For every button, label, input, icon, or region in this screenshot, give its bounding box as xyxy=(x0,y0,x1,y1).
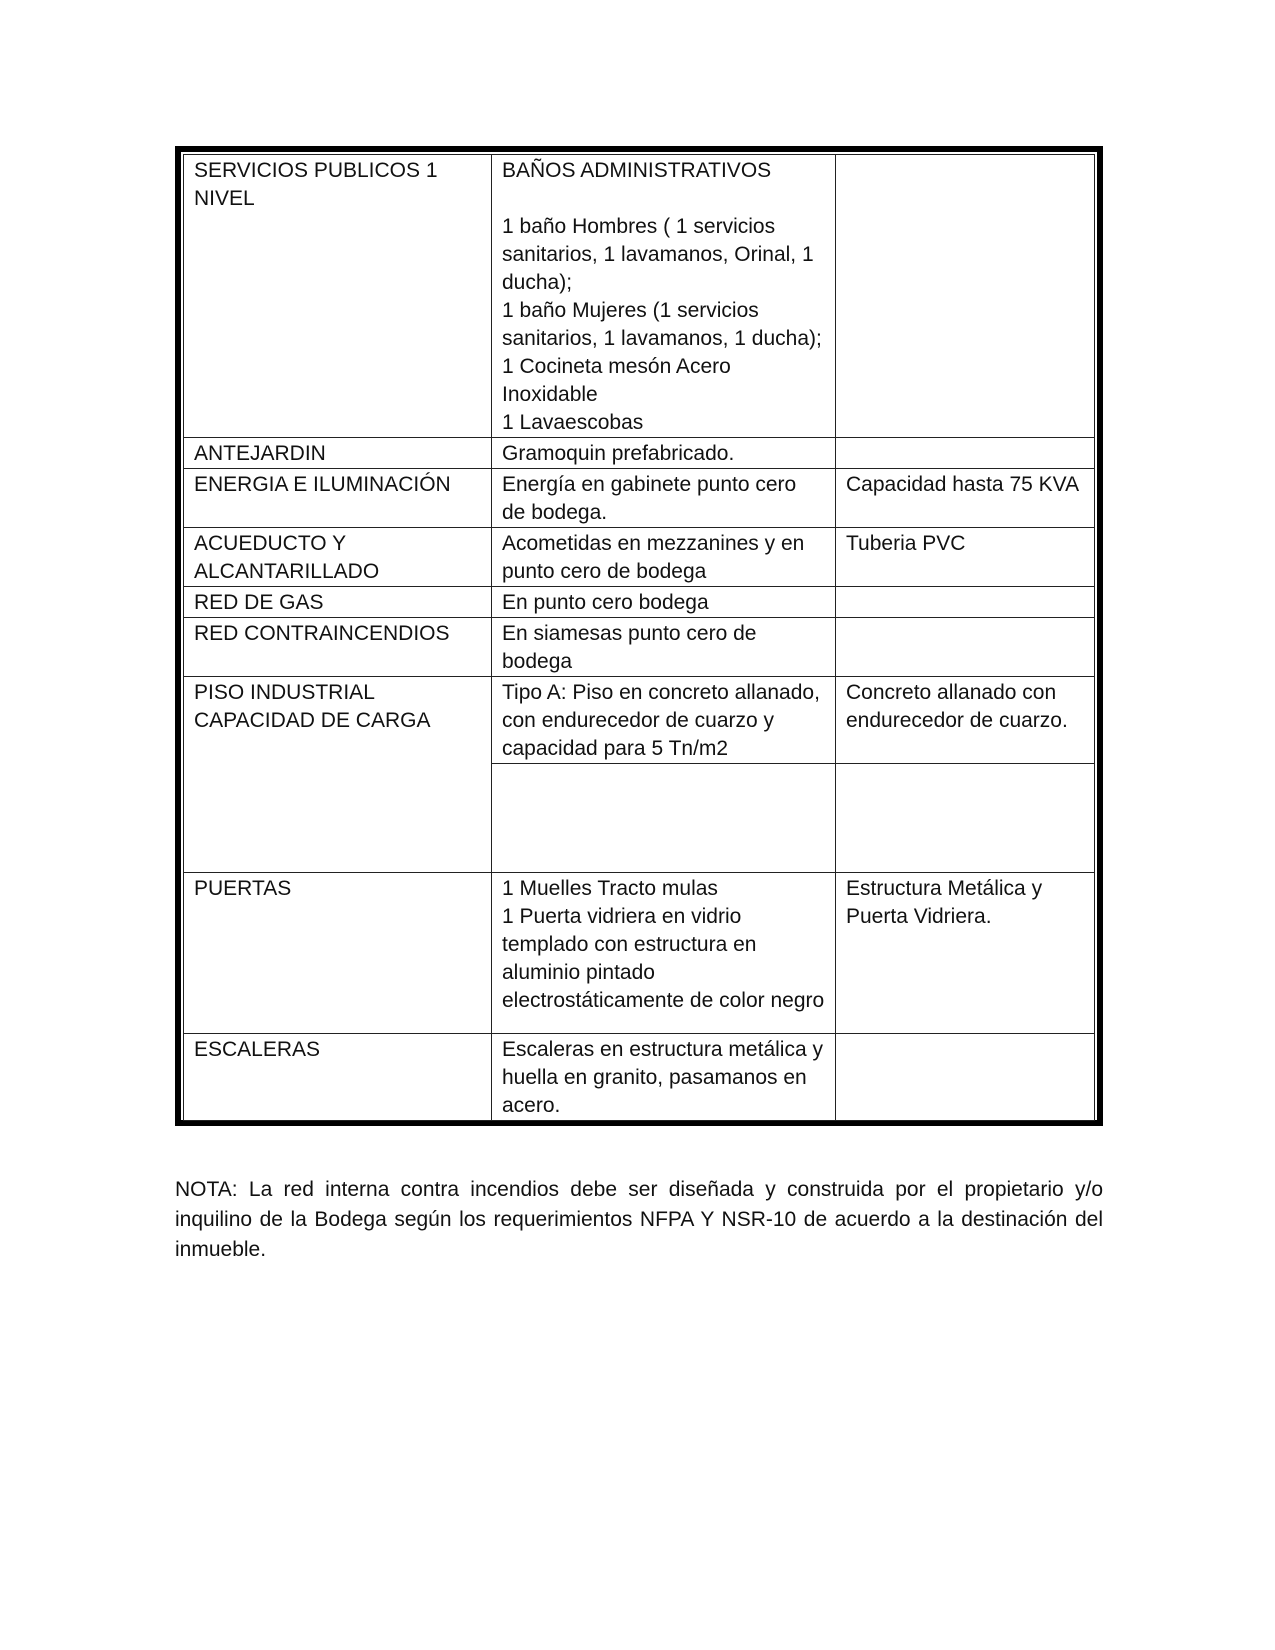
cell-detail: Concreto allanado con endurecedor de cuarzo. xyxy=(836,677,1095,764)
cell-detail xyxy=(836,618,1095,677)
cell-detail-blank xyxy=(836,764,1095,873)
cell-item: RED CONTRAINCENDIOS xyxy=(184,618,492,677)
specifications-table xyxy=(183,154,1095,1121)
cell-item: PISO INDUSTRIAL CAPACIDAD DE CARGA xyxy=(184,677,492,873)
cell-detail: Tuberia PVC xyxy=(836,528,1095,587)
cell-description: Escaleras en estructura metálica y huella en granito, pasamanos en acero. xyxy=(492,1034,836,1121)
cell-description: Gramoquin prefabricado. xyxy=(492,438,836,469)
specifications-table-frame xyxy=(175,146,1103,1126)
cell-detail: Capacidad hasta 75 KVA xyxy=(836,469,1095,528)
cell-detail xyxy=(836,1034,1095,1121)
cell-description-blank xyxy=(492,764,836,873)
table-row-red-de-gas xyxy=(184,587,1095,618)
cell-description: En siamesas punto cero de bodega xyxy=(492,618,836,677)
cell-item: ACUEDUCTO Y ALCANTARILLADO xyxy=(184,528,492,587)
cell-detail xyxy=(836,438,1095,469)
note-paragraph: NOTA: La red interna contra incendios debe ser diseñada y construida por el propietario y/o inquilino de la Bodega según los requerimientos NFPA Y NSR-10 de acuerdo a la destinación del inmueble. xyxy=(175,1178,1103,1261)
cell-description: Energía en gabinete punto cero de bodega. xyxy=(492,469,836,528)
cell-description: 1 Muelles Tracto mulas 1 Puerta vidriera en vidrio templado con estructura en aluminio pintado electrostáticamente de color negro xyxy=(492,873,836,1034)
cell-item: SERVICIOS PUBLICOS 1 NIVEL xyxy=(184,155,492,438)
cell-item: PUERTAS xyxy=(184,873,492,1034)
table-row-red-contraincendios xyxy=(184,618,1095,677)
table-row-escaleras xyxy=(184,1034,1095,1121)
cell-item: ENERGIA E ILUMINACIÓN xyxy=(184,469,492,528)
cell-description: Acometidas en mezzanines y en punto cero de bodega xyxy=(492,528,836,587)
cell-detail: Estructura Metálica y Puerta Vidriera. xyxy=(836,873,1095,1034)
cell-description: BAÑOS ADMINISTRATIVOS 1 baño Hombres ( 1 servicios sanitarios, 1 lavamanos, Orinal, 1 ducha); 1 baño Mujeres (1 servicios sanitarios, 1 lavamanos, 1 ducha); 1 Cocineta mesón Acero Inoxidable 1 Lavaescobas xyxy=(492,155,836,438)
cell-detail xyxy=(836,155,1095,438)
cell-item: ESCALERAS xyxy=(184,1034,492,1121)
cell-item: ANTEJARDIN xyxy=(184,438,492,469)
table-row-energia xyxy=(184,469,1095,528)
cell-description: En punto cero bodega xyxy=(492,587,836,618)
cell-detail xyxy=(836,587,1095,618)
table-row-servicios-publicos xyxy=(184,155,1095,438)
table-row-acueducto xyxy=(184,528,1095,587)
table-row-antejardin xyxy=(184,438,1095,469)
table-row-piso-industrial xyxy=(184,677,1095,764)
cell-description: Tipo A: Piso en concreto allanado, con endurecedor de cuarzo y capacidad para 5 Tn/m2 xyxy=(492,677,836,764)
cell-item: RED DE GAS xyxy=(184,587,492,618)
table-row-puertas xyxy=(184,873,1095,1034)
